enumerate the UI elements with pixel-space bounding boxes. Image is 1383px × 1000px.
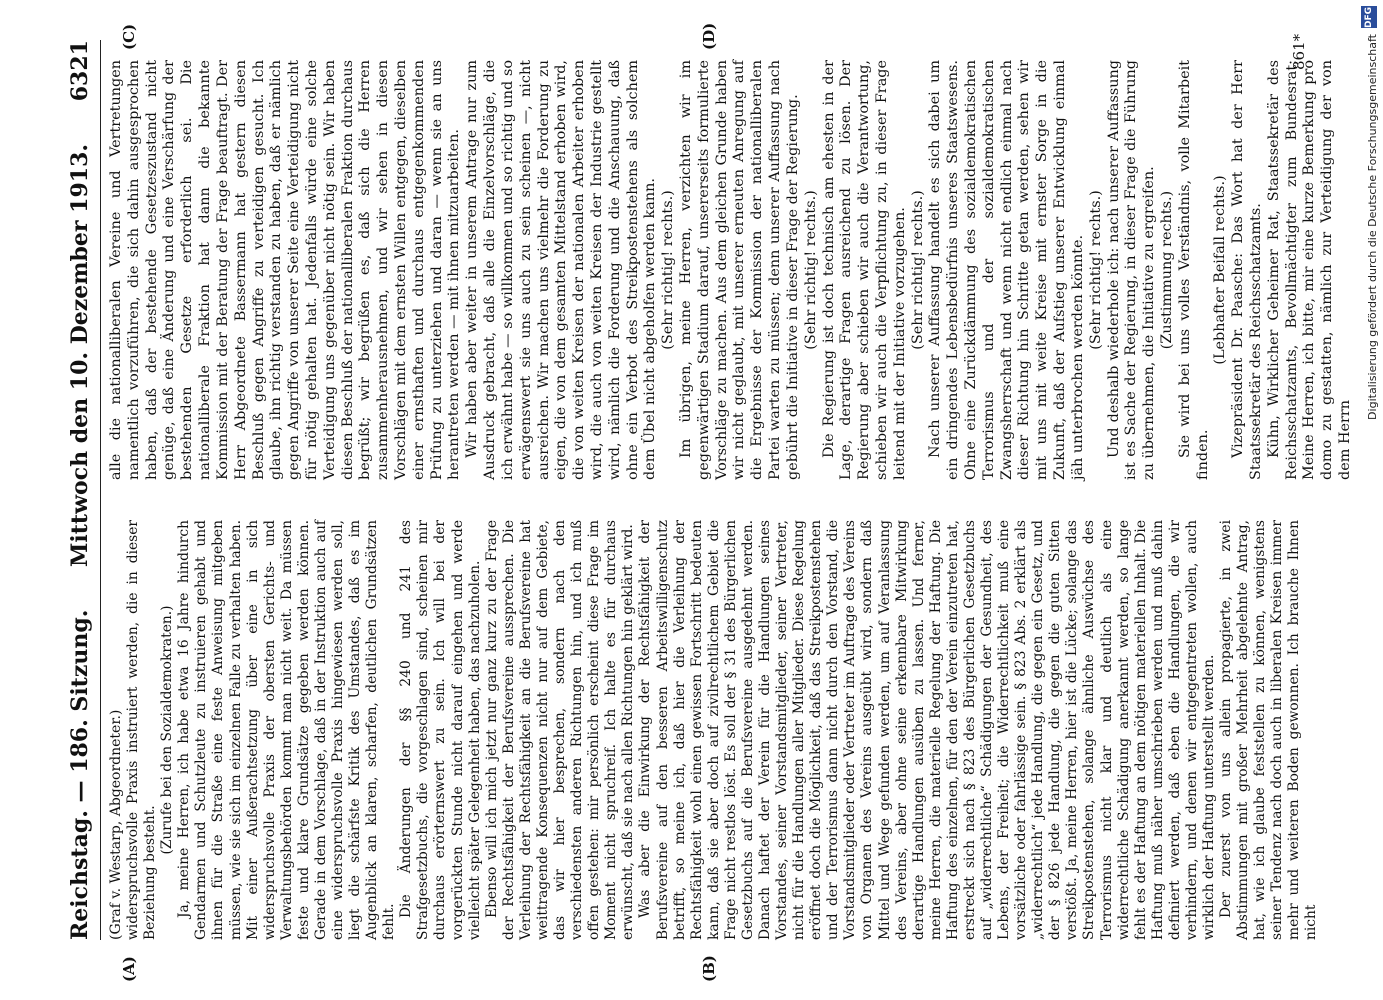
left-column-paragraph: Was aber die Einwirkung der Rechtsfähigkeit der Berufsvereine auf den besseren Arbeitswilligenschutz betrifft, so meine ich, daß hier die Verleihung der Rechtsfähigkeit wohl einen gewissen Fortschritt bedeuten kann, daß sie aber doch auf zivilrechtlichem Gebiet die Frage nicht restlos löst. Es soll der § 31 des Bürgerlichen Gesetzbuchs auf die Berufsvereine ausgedehnt werden. Danach haftet der Verein für die Handlungen seines Vorstandes, seiner Vorstandsmitglieder, seiner Vertreter, nicht für die Handlungen aller Mitglieder. Diese Regelung eröffnet doch die Möglichkeit, daß das Streikpostenstehen und der Terrorismus dann nicht durch den Vorstand, die Vorstandsmitglieder oder Vertreter im Auftrage des Vereins von Organen des Vereins ausgeübt wird, sondern daß Mittel und Wege gefunden werden, um auf Veranlassung des Vereins, aber ohne seine erkennbare Mitwirkung derartige Handlungen ausüben zu lassen. Und ferner, meine Herren, die materielle Regelung der Haftung. Die Haftung des einzelnen, für den der Verein einzutreten hat, erstreckt sich nach § 823 des Bürgerlichen Gesetzbuchs auf „widerrechtliche“ Schädigungen der Gesundheit, des Lebens, der Freiheit; die Widerrechtlichkeit muß eine vorsätzliche oder fahrlässige sein. § 823 Abs. 2 erklärt als „widerrechtlich“ jede Handlung, die gegen ein Gesetz, und der § 826 jede Handlung, die gegen die guten Sitten verstößt. Ja, meine Herren, hier ist die Lücke; solange das Streikpostenstehen, solange ähnliche Auswüchse des Terrorismus nicht klar und deutlich als eine widerrechtliche Schädigung anerkannt werden, so lange fehlt es der Haftung an dem nötigen materiellen Inhalt. Die Haftung muß näher umschrieben werden und muß dahin definiert werden, daß eben die Handlungen, die wir verhindern, und denen wir entgegentreten wollen, auch wirklich der Haftung unterstellt werden. [637, 520, 1217, 940]
left-column-paragraph: Ebenso will ich mich jetzt nur ganz kurz zu der Frage der Rechtsfähigkeit der Berufsvereine aussprechen. Die Verleihung der Rechtsfähigkeit an die Berufsvereine hat weittragende Konsequenzen nicht nur auf dem Gebiete, das wir hier besprechen, sondern nach den verschiedensten anderen Richtungen hin, und ich muß offen gestehen: mir persönlich erscheint diese Frage im Moment nicht spruchreif. Ich halte es für durchaus erwünscht, daß sie nach allen Richtungen hin geklärt wird. [483, 520, 637, 940]
right-column-paragraph: Die Regierung ist doch technisch am ehesten in der Lage, derartige Fragen ausreichend zu lösen. Der Regierung aber schieben wir auch die Verantwortung, schieben wir auch die Verpflichtung zu, in dieser Frage leitend mit der Initiative vorzugehen. [820, 60, 908, 480]
signature-mark: 861* [1290, 33, 1308, 70]
left-column-paragraph: (Zurufe bei den Sozialdemokraten.) [159, 605, 176, 855]
left-column-paragraph: Der zuerst von uns allein propagierte, in zwei Abstimmungen mit großer Mehrheit abgelehnte Antrag, hat, wie ich glaube feststellen zu können, wenigstens seiner Tendenz nach doch auch in liberalen Kreisen immer mehr und weiteren Boden gewonnen. Ich brauche Ihnen nicht [1218, 520, 1320, 940]
right-column-paragraph: Vizepräsident Dr. Paasche: Das Wort hat der Herr Staatssekretär des Reichsschatzamts. [1230, 60, 1264, 480]
right-column-paragraph: (Sehr richtig! rechts.) [802, 190, 819, 350]
header-center: Mittwoch den 10. Dezember 1913. [67, 143, 93, 567]
left-column-paragraph: Ja, meine Herren, ich habe etwa 16 Jahre hindurch Gendarmen und Schutzleute zu instruieren gehabt und ihnen für die Straße eine feste Anweisung mitgeben müssen, wie sie sich im einzelnen Falle zu verhalten haben. Mit einer Außerachtsetzung über eine in sich widerspruchsvolle Praxis der obersten Gerichts- und Verwaltungsbehörden kommt man nicht weit. Da müssen feste und klare Grundsätze gegeben werden können. Gerade in dem Vorschlage, daß in der Instruktion auch auf eine widerspruchsvolle Praxis hingewiesen werden soll, liegt die schärfste Kritik des Umstandes, daß es im Augenblick an klaren, scharfen, deutlichen Grundsätzen fehlt. [176, 520, 398, 940]
digitization-credit: Digitalisierung gefördert durch die Deutsche Forschungsgemeinschaft [1366, 34, 1379, 420]
right-column [108, 60, 1355, 480]
dfg-logo: DFG [1361, 6, 1377, 28]
margin-letter-d: (D) [700, 22, 718, 50]
page-header [60, 40, 101, 940]
right-column-paragraph: (Lebhafter Beifall rechts.) [1212, 175, 1229, 365]
right-column-paragraph: alle die nationalliberalen Vereine und Vertretungen namentlich vorzuführen, die sich dahin ausgesprochen haben, daß der bestehende Gesetzeszustand nicht genüge, daß eine Änderung und eine Verschärfung der bestehenden Gesetze erforderlich sei. Die nationalliberale Fraktion hat dann die bekannte Kommission mit der Beratung der Frage beauftragt. Der Herr Abgeordnete Bassermann hat gestern diesen Beschluß gegen Angriffe zu verteidigen gesucht. Ich glaube, ihn richtig verstanden zu haben, daß er nämlich gegen Angriffe von unserer Seite eine Verteidigung nicht für nötig gehalten hat. Jedenfalls würde eine solche Verteidigung uns gegenüber nicht nötig sein. Wir haben diesen Beschluß der nationalliberalen Fraktion durchaus begrüßt; wir begrüßen es, daß sich die Herren zusammenherausnehmen, und wir sehen in diesen Vorschlägen mit dem ernsten Willen entgegen, dieselben einer ernsthaften und durchaus entgegenkommenden Prüfung zu unterziehen und daran — wenn sie an uns herantreten werden — mit ihnen mitzuarbeiten. [108, 60, 463, 480]
left-column [108, 520, 1321, 940]
margin-letter-c: (C) [120, 23, 138, 50]
left-column-paragraph: widerspruchsvolle Praxis instruiert werden, die in dieser Beziehung besteht. [125, 520, 159, 940]
digitization-sidebar [1355, 0, 1383, 1000]
left-column-paragraph: Die Änderungen der §§ 240 und 241 des Strafgesetzbuchs, die vorgeschlagen sind, scheinen mir durchaus erörternswert zu sein. Ich will bei der vorgerückten Stunde nicht darauf eingehen und werde vielleicht später Gelegenheit haben, das nachzuholen. [398, 520, 483, 940]
right-column-paragraph: Sie wird bei uns volles Verständnis, volle Mitarbeit finden. [1176, 60, 1211, 480]
right-column-paragraph: Im übrigen, meine Herren, verzichten wir im gegenwärtigen Stadium darauf, unsererseits formulierte Vorschläge zu machen. Aus dem gleichen Grunde haben wir nicht geglaubt, mit unserer erneuten Anregung auf die Ergebnisse der Kommission der nationalliberalen Partei warten zu müssen; denn unserer Auffassung nach gebührt die Initiative in dieser Frage der Regierung. [678, 60, 801, 480]
right-column-paragraph: Kühn, Wirklicher Geheimer Rat, Staatssekretär des Reichsschatzamts, Bevollmächtigter zum Bundesrat: Meine Herren, ich bitte, mir eine kurze Bemerkung pro domo zu gestatten, nämlich zur Verteidigung der von dem Herrn [1265, 60, 1354, 480]
right-column-paragraph: Und deshalb wiederhole ich: nach unserer Auffassung ist es Sache der Regierung, in dieser Frage die Führung zu übernehmen, die Initiative zu ergreifen. [1105, 60, 1158, 480]
right-column-paragraph: Nach unserer Auffassung handelt es sich dabei um ein dringendes Lebensbedürfnis unseres Staatswesens. Ohne eine Zurückdämmung des sozialdemokratischen Terrorismus und der sozialdemokratischen Zwangsherrschaft und wenn nicht endlich einmal nach dieser Richtung hin Schritte getan werden, sehen wir mit uns mit weite Kreise mit ernster Sorge in die Zukunft, daß der Aufstieg unserer Entwicklung einmal jäh unterbrochen werden könnte. [927, 60, 1086, 480]
page-number: 6321 [67, 40, 93, 102]
right-column-paragraph: Wir haben aber weiter in unserem Antrage nur zum Ausdruck gebracht, daß alle die Einzelvorschläge, die ich erwähnt habe — so willkommen und so richtig und so erwägenswert sie uns auch zu sein scheinen —, nicht ausreichen. Wir machen uns vielmehr die Forderung zu eigen, die von dem gesamten Mittelstand erhoben wird, die von weiten Kreisen der nationalen Arbeiter erhoben wird, die auch von weiten Kreisen der Industrie gestellt wird, nämlich die Forderung und die Anschauung, daß ohne ein Verbot des Streikpostenstehens als solchem dem Übel nicht abgeholfen werden kann. [464, 60, 659, 480]
right-column-paragraph: (Sehr richtig! rechts.) [1087, 190, 1104, 350]
right-column-paragraph: (Sehr richtig! rechts.) [660, 190, 677, 350]
left-column-paragraph: (Graf v. Westarp, Abgeordneter.) [108, 709, 124, 940]
right-column-paragraph: (Zustimmung rechts.) [1158, 190, 1175, 350]
right-column-paragraph: (Sehr richtig! rechts.) [909, 190, 926, 350]
margin-letter-b: (B) [700, 955, 718, 982]
header-left: Reichstag. — 186. Sitzung. [67, 609, 93, 940]
margin-letter-a: (A) [120, 956, 138, 982]
